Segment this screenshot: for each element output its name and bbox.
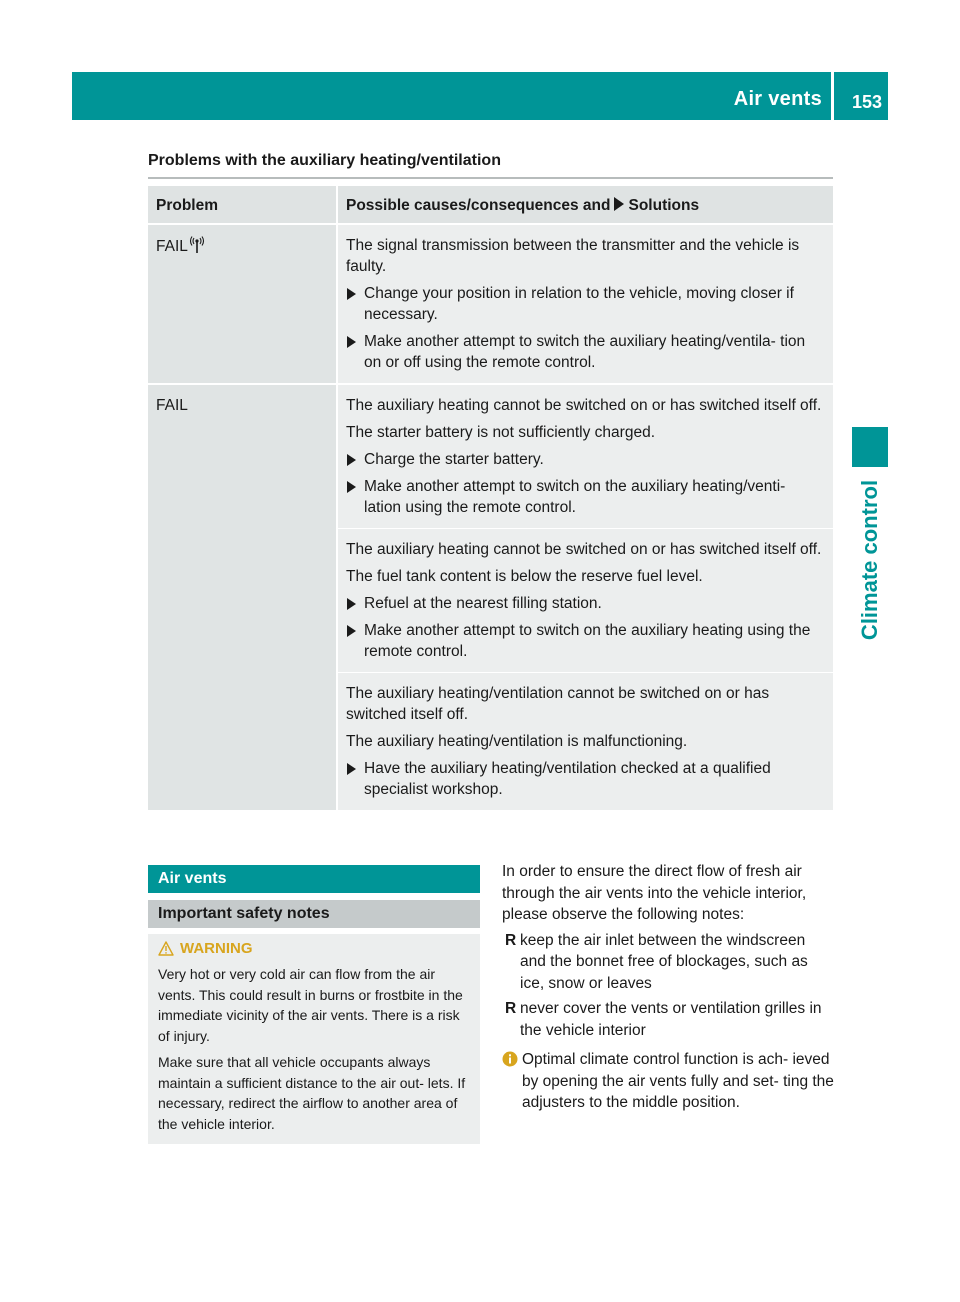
bullet-text: keep the air inlet between the windscreen and the bonnet free of blockages, such as ice, snow or leaves xyxy=(520,931,808,992)
step-item xyxy=(346,331,826,373)
cause-text: The signal transmission between the transmitter and the vehicle is faulty. xyxy=(346,237,800,275)
info-icon xyxy=(502,1051,518,1067)
step-text: Make another attempt to switch on the auxiliary heating/venti- lation using the remote control. xyxy=(364,478,786,516)
step-item xyxy=(346,620,826,662)
table-row xyxy=(148,383,833,528)
col-solutions-header xyxy=(338,186,833,223)
list-item xyxy=(502,930,834,995)
solution-cell xyxy=(338,223,833,383)
arrow-right-icon xyxy=(347,336,356,348)
step-text: Charge the starter battery. xyxy=(364,451,544,468)
step-text: Make another attempt to switch the auxiliary heating/ventila- tion on or off using the remote control. xyxy=(364,333,806,371)
warning-text xyxy=(158,964,474,1140)
list-item xyxy=(502,998,834,1041)
side-tab-marker xyxy=(852,427,888,467)
safety-notes-title: Important safety notes xyxy=(158,905,330,922)
air-vents-notes xyxy=(502,861,834,1114)
header-divider xyxy=(831,72,834,120)
step-text: Make another attempt to switch on the auxiliary heating using the remote control. xyxy=(364,622,811,660)
solution-cell xyxy=(338,528,833,672)
step-text: Refuel at the nearest filling station. xyxy=(364,595,602,612)
page-number: 153 xyxy=(851,92,882,112)
info-note xyxy=(502,1049,834,1114)
step-item xyxy=(346,283,826,325)
arrow-right-icon xyxy=(347,625,356,637)
cause-text: The fuel tank content is below the reserve fuel level. xyxy=(346,568,703,585)
problem-code: FAIL xyxy=(156,397,188,414)
table-header-row xyxy=(148,186,833,223)
safety-notes-heading xyxy=(148,900,480,928)
step-item xyxy=(346,476,826,518)
warning-header xyxy=(158,940,253,957)
warning-box xyxy=(148,934,480,1144)
step-item xyxy=(346,593,826,614)
cause-text: The auxiliary heating cannot be switched on or has switched itself off. xyxy=(346,397,822,414)
warning-paragraph: Very hot or very cold air can flow from the air vents. This could result in burns or frostbite in the immediate vicinity of the air vents. There is a risk of injury. xyxy=(158,966,463,1044)
section-title: Problems with the auxiliary heating/ventilation xyxy=(148,152,501,169)
title-rule xyxy=(148,177,833,179)
problem-cell xyxy=(148,223,338,383)
bullet-text: never cover the vents or ventilation grilles in the vehicle interior xyxy=(520,1000,822,1039)
arrow-right-icon xyxy=(347,288,356,300)
air-vents-title: Air vents xyxy=(158,870,227,887)
col-solutions-suffix: Solutions xyxy=(628,197,700,214)
warning-triangle-icon xyxy=(158,941,174,956)
problems-table xyxy=(148,186,833,810)
step-text: Have the auxiliary heating/ventilation checked at a qualified specialist workshop. xyxy=(364,760,771,798)
page-header xyxy=(72,72,888,120)
warning-label: WARNING xyxy=(180,940,253,957)
arrow-right-icon xyxy=(614,197,624,211)
col-problem-header: Problem xyxy=(148,186,338,223)
arrow-right-icon xyxy=(347,454,356,466)
solution-cell xyxy=(338,383,833,528)
arrow-right-icon xyxy=(347,598,356,610)
problem-code: FAIL xyxy=(156,238,188,255)
arrow-right-icon xyxy=(347,481,356,493)
cause-text: The auxiliary heating/ventilation is malfunctioning. xyxy=(346,733,688,750)
arrow-right-icon xyxy=(347,763,356,775)
cause-text: The auxiliary heating/ventilation cannot be switched on or has switched itself off. xyxy=(346,685,770,723)
step-text: Change your position in relation to the vehicle, moving closer if necessary. xyxy=(364,285,794,323)
step-item xyxy=(346,758,826,800)
info-text: Optimal climate control function is ach- ieved by opening the air vents fully and set- ting the adjusters to the middle position. xyxy=(522,1051,834,1111)
bullet-mark: R xyxy=(505,1000,517,1017)
antenna-signal-icon xyxy=(189,235,205,255)
warning-paragraph: Make sure that all vehicle occupants always maintain a sufficient distance to the air out- lets. If necessary, redirect the airflow to another area of the vehicle interior. xyxy=(158,1054,466,1132)
table-row xyxy=(148,223,833,383)
solution-cell xyxy=(338,672,833,810)
col-solutions-prefix: Possible causes/consequences and xyxy=(346,197,611,214)
cause-text: The starter battery is not sufficiently charged. xyxy=(346,424,656,441)
header-title: Air vents xyxy=(733,88,822,110)
bullet-mark: R xyxy=(505,931,517,949)
intro-text: In order to ensure the direct flow of fresh air through the air vents into the vehicle interior, please observe the following notes: xyxy=(502,863,807,923)
cause-text: The auxiliary heating cannot be switched on or has switched itself off. xyxy=(346,541,822,558)
air-vents-heading xyxy=(148,865,480,893)
step-item xyxy=(346,449,826,470)
problem-cell xyxy=(148,383,338,810)
side-tab-label: Climate control xyxy=(857,479,882,641)
